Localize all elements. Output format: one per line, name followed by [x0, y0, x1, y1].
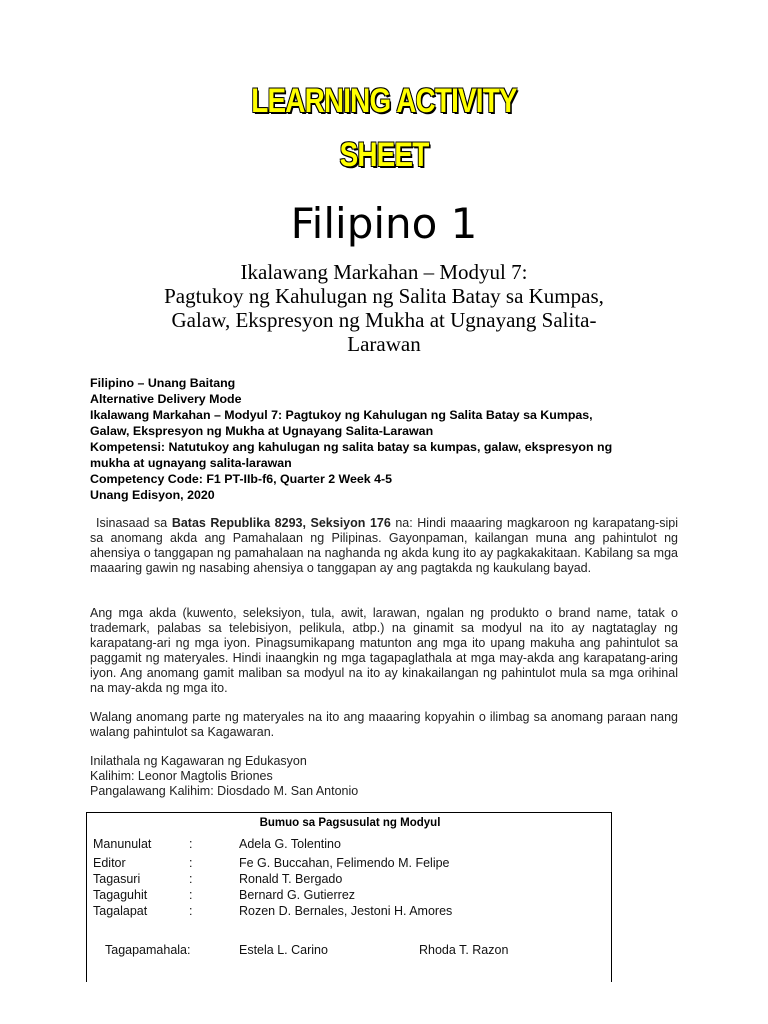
module-title-line-4: Larawan: [347, 332, 421, 356]
module-title-line-1: Ikalawang Markahan – Modyul 7:: [240, 260, 528, 284]
team-name: Adela G. Tolentino: [239, 837, 341, 851]
publisher-line: Inilathala ng Kagawaran ng Edukasyon: [90, 754, 307, 768]
team-heading: Bumuo sa Pagsusulat ng Modyul: [259, 817, 441, 829]
module-title: [100, 260, 668, 356]
copyright-paragraph-2: Ang mga akda (kuwento, seleksiyon, tula, awit, larawan, ngalan ng produkto o brand name, tatak o trademark, palabas sa telebisiyon, pelikula, atbp.) na ginamit sa modyul na ito ay nagtataglay ng karapatang-ari ng mga iyon. Pinagsumikapang matunton ang mga ito upang makuha ang pahintulot sa paggamit ng materyales. Hindi inaangkin ng mga tagapaglathala at mga may-akda ang karapatang-aring iyon. Ang anomang gamit maliban sa modyul na ito ay kinakailangan ng pahintulot mula sa mga orihinal na may-akda ng mga ito.: [90, 606, 678, 695]
meta-line: mukha at ugnayang salita-larawan: [90, 456, 292, 470]
module-metadata: [90, 375, 690, 503]
manager-label: Tagapamahala:: [105, 943, 191, 957]
module-title-line-2: Pagtukoy ng Kahulugan ng Salita Batay sa Kumpas,: [164, 284, 604, 308]
module-title-line-3: Galaw, Ekspresyon ng Mukha at Ugnayang Salita-: [171, 308, 597, 332]
manager-name-1: Estela L. Carino: [239, 943, 328, 957]
title-line-2: SHEET: [339, 136, 429, 174]
team-colon: :: [189, 856, 193, 870]
subject-title: Filipino 1: [290, 199, 478, 248]
team-name: Fe G. Buccahan, Felimendo M. Felipe: [239, 856, 450, 870]
team-role: Manunulat: [93, 837, 152, 851]
copyright-paragraph-1: [90, 516, 678, 576]
publisher-line: Kalihim: Leonor Magtolis Briones: [90, 769, 273, 783]
team-role: Tagasuri: [93, 872, 141, 886]
meta-line: Kompetensi: Natutukoy ang kahulugan ng salita batay sa kumpas, galaw, ekspresyon ng: [90, 440, 613, 454]
para1-rest: na: Hindi maaaring magkaroon ng karapatang-sipi sa anomang akda ang Pamahalaan ng Pilipinas. Gayonpaman, kailangan muna ang pahintulot ng ahensiya o tanggapan ng pamahalaan na naghanda ng akda kung ito ay pagkakakitaan. Kabilang sa mga maaaring gawin ng nasabing ahensiya o tanggapan ay ang pagtakda ng kaukulang bayad.: [90, 516, 678, 575]
team-box: [86, 812, 612, 982]
para1-lead: Isinasaad sa: [96, 516, 172, 530]
team-role: Tagalapat: [93, 904, 148, 918]
team-colon: :: [189, 888, 193, 902]
team-role: Tagaguhit: [93, 888, 148, 902]
title-line-1: LEARNING ACTIVITY: [251, 82, 517, 120]
manager-name-2: Rhoda T. Razon: [419, 943, 509, 957]
meta-line: Filipino – Unang Baitang: [90, 376, 236, 390]
meta-line: Alternative Delivery Mode: [90, 392, 242, 406]
team-colon: :: [189, 837, 193, 851]
team-name: Rozen D. Bernales, Jestoni H. Amores: [239, 904, 453, 918]
meta-line: Competency Code: F1 PT-IIb-f6, Quarter 2 Week 4-5: [90, 472, 393, 486]
law-reference: Batas Republika 8293, Seksiyon 176: [171, 516, 391, 530]
team-name: Bernard G. Gutierrez: [239, 888, 356, 902]
publisher-line: Pangalawang Kalihim: Diosdado M. San Antonio: [90, 784, 359, 798]
team-colon: :: [189, 904, 193, 918]
meta-line: Galaw, Ekspresyon ng Mukha at Ugnayang Salita-Larawan: [90, 424, 434, 438]
meta-line: Unang Edisyon, 2020: [90, 488, 215, 502]
copyright-paragraph-3: Walang anomang parte ng materyales na ito ang maaaring kopyahin o ilimbag sa anomang paraan nang walang pahintulot sa Kagawaran.: [90, 710, 678, 739]
team-name: Ronald T. Bergado: [239, 872, 343, 886]
meta-line: Ikalawang Markahan – Modyul 7: Pagtukoy ng Kahulugan ng Salita Batay sa Kumpas,: [90, 408, 593, 422]
publisher-info: [90, 754, 358, 799]
team-role: Editor: [93, 856, 126, 870]
team-colon: :: [189, 872, 193, 886]
